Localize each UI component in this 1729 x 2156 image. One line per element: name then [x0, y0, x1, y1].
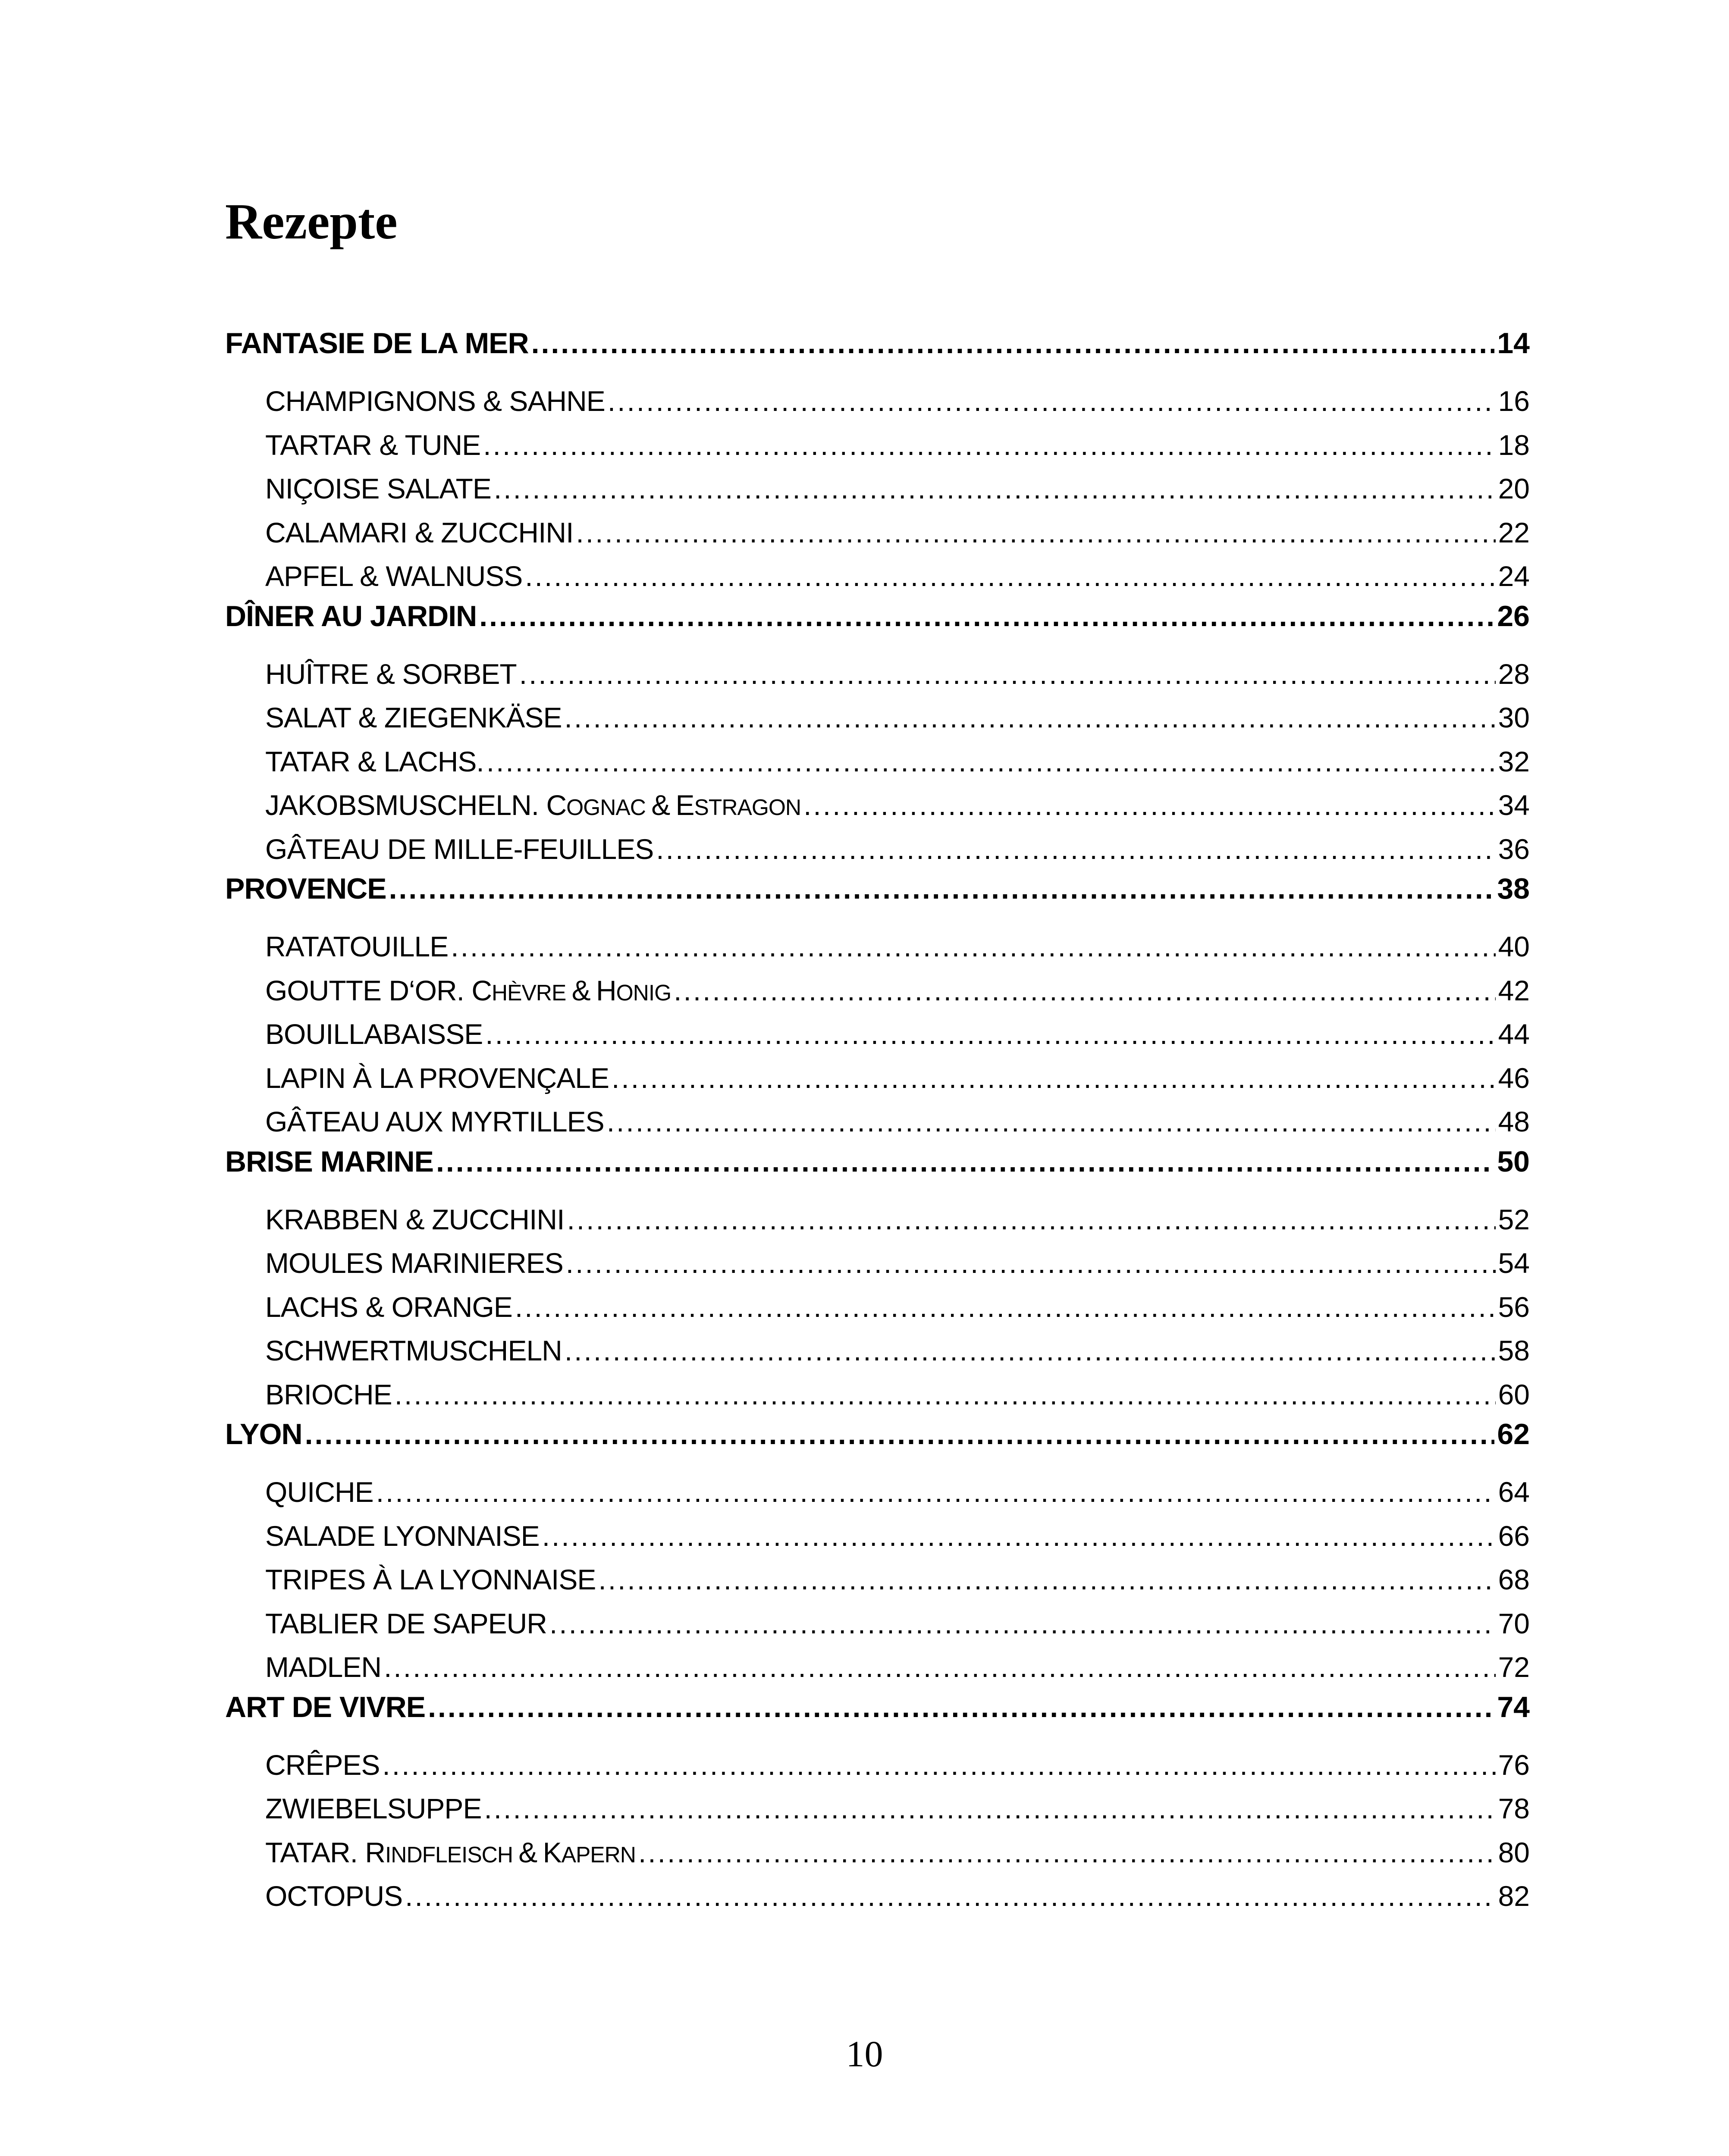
toc-section-label: DÎNER AU JARDIN: [225, 599, 477, 633]
dot-leader: [515, 1285, 1496, 1329]
toc-entry[interactable]: [225, 925, 1530, 969]
toc-entry-page: 82: [1498, 1880, 1530, 1912]
toc-entry-label: SALAT & ZIEGENKÄSE: [265, 702, 562, 733]
toc-entry-page: 66: [1498, 1520, 1530, 1552]
toc-entry-label: OCTOPUS: [265, 1880, 403, 1912]
dot-leader: [382, 1743, 1495, 1787]
toc-entry-page: 24: [1498, 560, 1530, 592]
toc-entry-page: 32: [1498, 745, 1530, 777]
dot-leader: [608, 379, 1496, 423]
toc-entry-label: TABLIER DE SAPEUR: [265, 1607, 547, 1639]
toc-entry[interactable]: [225, 1241, 1530, 1285]
toc-entry-page: 80: [1498, 1836, 1530, 1868]
toc-entry-label: SALADE LYONNAISE: [265, 1520, 540, 1552]
dot-leader: [483, 423, 1495, 467]
toc-entry-label: TATAR & LACHS.: [265, 745, 484, 777]
toc-entry[interactable]: [225, 1514, 1530, 1558]
toc-entry-label-main: JAKOBSMUSCHELN.: [265, 789, 546, 821]
toc-entry-label: GÂTEAU DE MILLE-FEUILLES: [265, 833, 654, 865]
toc-entry[interactable]: [225, 1012, 1530, 1056]
toc-entry-label: MADLEN: [265, 1651, 382, 1683]
toc-entry[interactable]: [225, 969, 1530, 1013]
toc-section-label: ART DE VIVRE: [225, 1690, 426, 1724]
toc-entry-label-smallcaps: RINDFLEISCH & KAPERN: [365, 1836, 636, 1868]
toc-entry-page: 78: [1498, 1792, 1530, 1824]
toc-entry-label: SCHWERTMUSCHELN: [265, 1335, 562, 1366]
toc-entry-label: APFEL & WALNUSS: [265, 560, 523, 592]
dot-leader: [405, 1874, 1495, 1918]
dot-leader: [436, 1144, 1494, 1179]
toc-entry[interactable]: [225, 1285, 1530, 1329]
dot-leader: [566, 1241, 1496, 1285]
toc-entry-page: 42: [1498, 974, 1530, 1006]
toc-entry-label: GÂTEAU AUX MYRTILLES: [265, 1106, 604, 1138]
toc-entry-label: CHAMPIGNONS & SAHNE: [265, 385, 605, 417]
dot-leader: [549, 1602, 1496, 1646]
toc-entry[interactable]: [225, 1831, 1530, 1875]
toc-entry[interactable]: [225, 1558, 1530, 1602]
toc-section-page: 26: [1497, 599, 1530, 633]
dot-leader: [612, 1056, 1496, 1100]
toc-entry[interactable]: [225, 1100, 1530, 1144]
toc-entry-page: 56: [1498, 1291, 1530, 1323]
toc-entry-label: HUÎTRE & SORBET: [265, 658, 517, 690]
toc-entry-label-main: TATAR.: [265, 1836, 365, 1868]
toc-entry-label: QUICHE: [265, 1476, 373, 1508]
dot-leader: [564, 696, 1495, 740]
toc-entry-page: 34: [1498, 789, 1530, 821]
toc-section-page: 14: [1497, 327, 1530, 360]
dot-leader: [656, 827, 1495, 871]
dot-leader: [674, 969, 1495, 1013]
toc-section-page: 74: [1497, 1690, 1530, 1724]
dot-leader: [565, 1329, 1496, 1373]
toc-entry[interactable]: [225, 1787, 1530, 1831]
toc-entry-page: 16: [1498, 385, 1530, 417]
table-of-contents: [225, 326, 1530, 1918]
toc-entry-label: CALAMARI & ZUCCHINI: [265, 516, 574, 548]
toc-entry[interactable]: [225, 1874, 1530, 1918]
toc-entry[interactable]: [225, 827, 1530, 871]
toc-entry[interactable]: [225, 652, 1530, 696]
toc-entry-page: 68: [1498, 1564, 1530, 1595]
toc-entry[interactable]: [225, 1645, 1530, 1689]
toc-section[interactable]: [225, 326, 1530, 361]
toc-entry-page: 28: [1498, 658, 1530, 690]
dot-leader: [598, 1558, 1495, 1602]
toc-entry-page: 18: [1498, 429, 1530, 461]
toc-section[interactable]: [225, 1416, 1530, 1452]
toc-section[interactable]: [225, 1689, 1530, 1725]
toc-entry[interactable]: [225, 511, 1530, 555]
toc-entry[interactable]: [225, 467, 1530, 511]
toc-entry-page: 58: [1498, 1335, 1530, 1366]
toc-entry-label: RATATOUILLE: [265, 931, 449, 962]
toc-entry-label-smallcaps: COGNAC & ESTRAGON: [546, 789, 801, 821]
toc-entry-page: 46: [1498, 1062, 1530, 1094]
toc-section-label: LYON: [225, 1418, 302, 1451]
toc-entry-label: [265, 1831, 636, 1875]
toc-entry-page: 40: [1498, 931, 1530, 962]
dot-leader: [384, 1645, 1496, 1689]
dot-leader: [376, 1470, 1496, 1514]
toc-entry[interactable]: [225, 1329, 1530, 1373]
toc-entry-label: CRÊPES: [265, 1749, 380, 1781]
dot-leader: [305, 1416, 1495, 1452]
toc-entry-label: TRIPES À LA LYONNAISE: [265, 1564, 596, 1595]
dot-leader: [389, 871, 1495, 906]
page-title: Rezepte: [225, 193, 398, 250]
toc-section[interactable]: [225, 1144, 1530, 1179]
dot-leader: [607, 1100, 1496, 1144]
dot-leader: [485, 1012, 1495, 1056]
dot-leader: [542, 1514, 1496, 1558]
toc-entry[interactable]: [225, 740, 1530, 784]
toc-entry-page: 36: [1498, 833, 1530, 865]
toc-entry-label-main: GOUTTE D‘OR.: [265, 974, 472, 1006]
toc-entry-label: ZWIEBELSUPPE: [265, 1792, 482, 1824]
dot-leader: [428, 1689, 1494, 1725]
dot-leader: [525, 555, 1495, 599]
toc-entry-page: 30: [1498, 702, 1530, 733]
toc-section[interactable]: [225, 599, 1530, 634]
toc-entry-label: [265, 783, 801, 827]
toc-entry[interactable]: [225, 783, 1530, 827]
page-number: 10: [846, 2033, 883, 2075]
toc-entry-label: NIÇOISE SALATE: [265, 473, 491, 505]
toc-entry-label: BRIOCHE: [265, 1378, 392, 1410]
toc-section-page: 50: [1497, 1145, 1530, 1178]
dot-leader: [395, 1373, 1496, 1417]
dot-leader: [531, 326, 1495, 361]
toc-entry-label: [265, 969, 671, 1013]
toc-entry-label-smallcaps: CHÈVRE & HONIG: [471, 974, 672, 1006]
toc-section-page: 38: [1497, 872, 1530, 905]
toc-entry[interactable]: [225, 555, 1530, 599]
toc-entry-page: 70: [1498, 1607, 1530, 1639]
toc-entry-page: 64: [1498, 1476, 1530, 1508]
toc-section-page: 62: [1497, 1418, 1530, 1451]
toc-entry-page: 76: [1498, 1749, 1530, 1781]
toc-entry[interactable]: [225, 1198, 1530, 1242]
toc-section-label: PROVENCE: [225, 872, 386, 905]
dot-leader: [486, 740, 1496, 784]
toc-entry[interactable]: [225, 696, 1530, 740]
toc-entry-label: TARTAR & TUNE: [265, 429, 481, 461]
dot-leader: [803, 783, 1496, 827]
toc-entry[interactable]: [225, 1373, 1530, 1417]
toc-entry-page: 52: [1498, 1203, 1530, 1235]
dot-leader: [519, 652, 1496, 696]
toc-entry-label: LACHS & ORANGE: [265, 1291, 512, 1323]
toc-entry-page: 20: [1498, 473, 1530, 505]
toc-entry-label: BOUILLABAISSE: [265, 1018, 483, 1050]
dot-leader: [576, 511, 1495, 555]
toc-entry-page: 72: [1498, 1651, 1530, 1683]
toc-entry-label: MOULES MARINIERES: [265, 1247, 563, 1279]
toc-entry[interactable]: [225, 1056, 1530, 1100]
dot-leader: [451, 925, 1495, 969]
toc-entry-page: 54: [1498, 1247, 1530, 1279]
toc-entry-page: 44: [1498, 1018, 1530, 1050]
toc-section[interactable]: [225, 871, 1530, 906]
dot-leader: [479, 599, 1494, 634]
toc-entry-label: KRABBEN & ZUCCHINI: [265, 1203, 565, 1235]
dot-leader: [567, 1198, 1495, 1242]
toc-section-label: FANTASIE DE LA MER: [225, 327, 529, 360]
toc-entry[interactable]: [225, 1602, 1530, 1646]
toc-entry[interactable]: [225, 1470, 1530, 1514]
toc-entry[interactable]: [225, 423, 1530, 467]
toc-entry[interactable]: [225, 1743, 1530, 1787]
toc-section-label: BRISE MARINE: [225, 1145, 433, 1178]
toc-entry-page: 48: [1498, 1106, 1530, 1138]
dot-leader: [638, 1831, 1496, 1875]
toc-entry-label: LAPIN À LA PROVENÇALE: [265, 1062, 609, 1094]
dot-leader: [494, 467, 1496, 511]
toc-entry[interactable]: [225, 379, 1530, 423]
dot-leader: [484, 1787, 1495, 1831]
toc-entry-page: 22: [1498, 516, 1530, 548]
toc-entry-page: 60: [1498, 1378, 1530, 1410]
